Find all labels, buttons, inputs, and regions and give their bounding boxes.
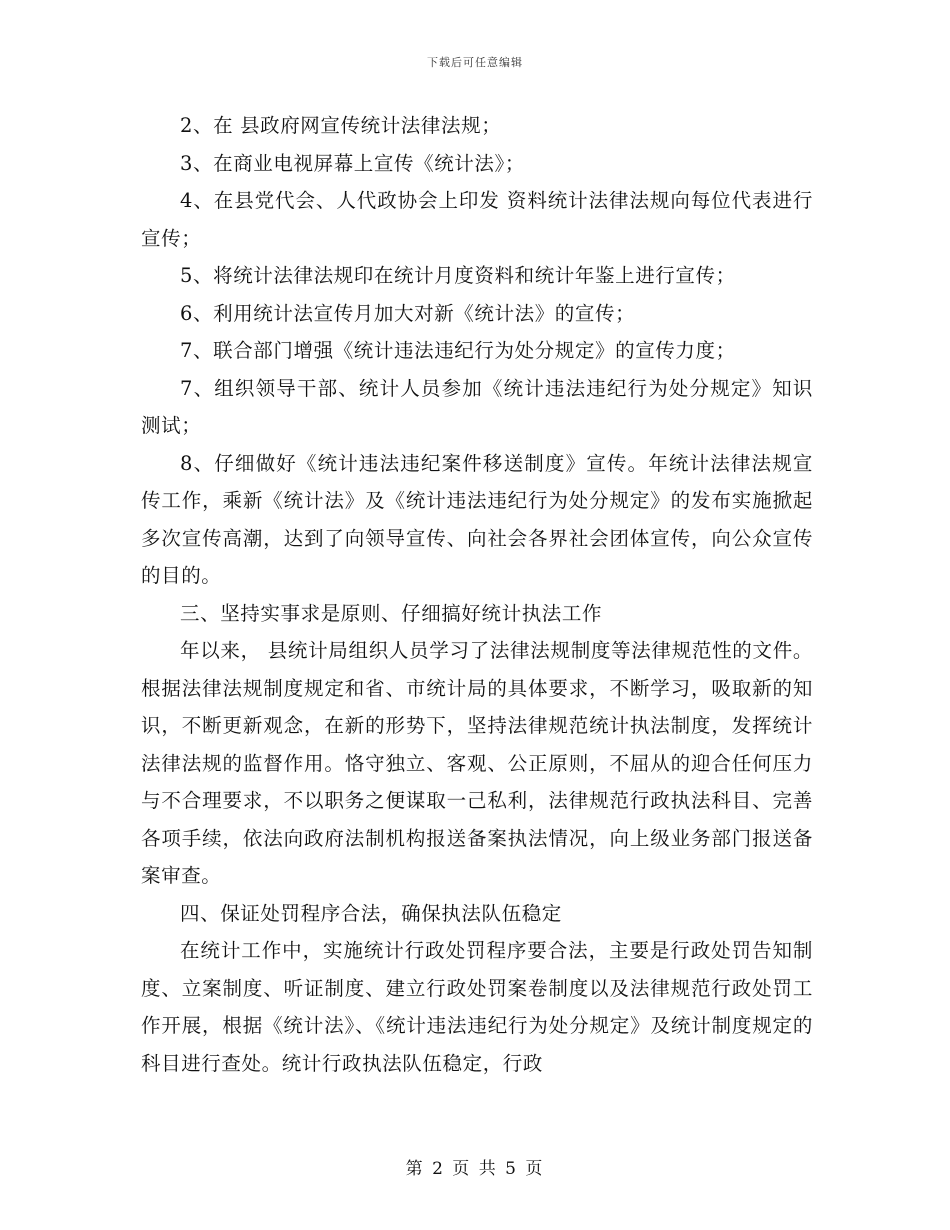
paragraph-item-2: 2、在 县政府网宣传统计法律法规； xyxy=(180,114,502,137)
document-body xyxy=(141,107,813,1082)
section-heading-4: 四、保证处罚程序合法，确保执法队伍稳定 xyxy=(180,901,562,925)
paragraph-item-8: 8、仔细做好《统计违法违纪案件移送制度》宣传。年统计法律法规宣传工作，乘新《统计法》及《统计违法违纪行为处分规定》的发布实施掀起多次宣传高潮，达到了向领导宣传、向社会各界社会团体宣传，向公众宣传的目的。 xyxy=(141,451,813,587)
section-heading-3: 三、坚持实事求是原则、仔细搞好统计执法工作 xyxy=(180,601,603,625)
paragraph-item-6: 6、利用统计法宣传月加大对新《统计法》的宣传； xyxy=(180,301,636,325)
section-3-body: 年以来， 县统计局组织人员学习了法律法规制度等法律规范性的文件。根据法律法规制度规定和省、市统计局的具体要求，不断学习，吸取新的知识，不断更新观念，在新的形势下，坚持法律规范统计执法制度，发挥统计法律法规的监督作用。恪守独立、客观、公正原则，不屈从的迎合任何压力与不合理要求，不以职务之便谋取一己私利，法律规范行政执法科目、完善各项手续，依法向政府法制机构报送备案执法情况，向上级业务部门报送备案审查。 xyxy=(141,639,813,887)
page-header-note: 下载后可任意编辑 xyxy=(427,56,523,69)
paragraph-item-3: 3、在商业电视屏幕上宣传《统计法》； xyxy=(180,151,525,175)
paragraph-item-5: 5、将统计法律法规印在统计月度资料和统计年鉴上进行宣传； xyxy=(180,264,736,287)
page-number-footer: 第 2 页 共 5 页 xyxy=(405,1159,545,1179)
paragraph-item-7a: 7、联合部门增强《统计违法违纪行为处分规定》的宣传力度； xyxy=(180,339,736,362)
paragraph-item-7b: 7、组织领导干部、统计人员参加《统计违法违纪行为处分规定》知识测试； xyxy=(141,376,813,437)
section-4-body: 在统计工作中，实施统计行政处罚程序要合法，主要是行政处罚告知制度、立案制度、听证制度、建立行政处罚案卷制度以及法律规范行政处罚工作开展，根据《统计法》、《统计违法违纪行为处分规定》及统计制度规定的科目进行查处。统计行政执法队伍稳定，行政 xyxy=(141,939,813,1075)
paragraph-item-4: 4、在县党代会、人代政协会上印发 资料统计法律法规向每位代表进行宣传； xyxy=(141,189,813,250)
